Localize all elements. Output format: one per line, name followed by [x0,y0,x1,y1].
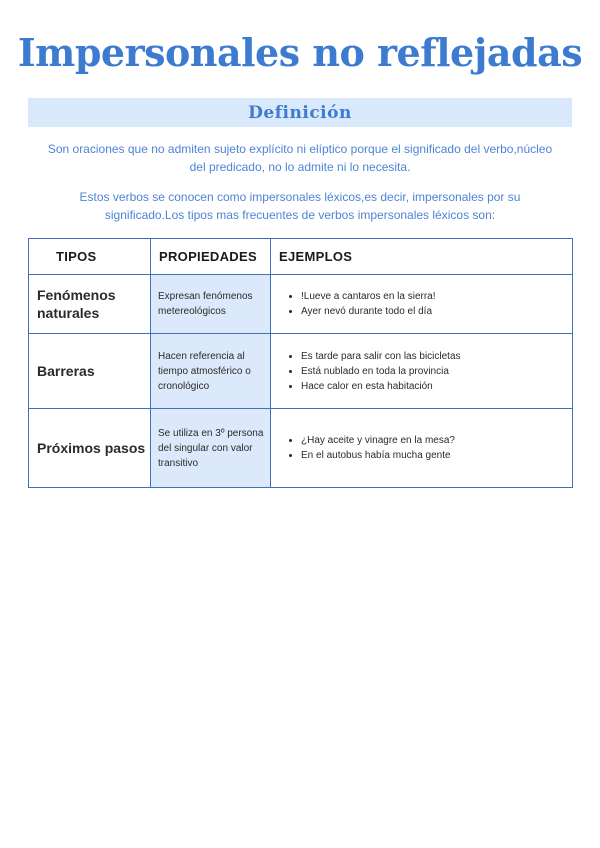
ejemplos-cell [271,275,573,334]
propiedades-cell: Se utiliza en 3º persona del singular con valor transitivo [151,409,271,488]
tipo-cell: Barreras [29,334,151,409]
list-item: • Ayer nevó durante todo el día [301,304,572,319]
list-item: • Hace calor en esta habitación [301,379,572,394]
section-heading: Definición [28,98,572,127]
ejemplos-list [285,349,572,394]
propiedades-cell: Expresan fenómenos metereológicos [151,275,271,334]
propiedades-cell: Hacen referencia al tiempo atmosférico o cronológico [151,334,271,409]
page-title: Impersonales no reflejadas [17,30,583,75]
header-tipos: TIPOS [29,239,151,275]
list-item: • En el autobus había mucha gente [301,448,572,463]
ejemplos-list [285,433,572,463]
ejemplos-cell [271,334,573,409]
list-item: • !Lueve a cantaros en la sierra! [301,289,572,304]
header-ejemplos: EJEMPLOS [271,239,573,275]
table-row [29,275,573,334]
definition-paragraph: Son oraciones que no admiten sujeto explícito ni elíptico porque el significado del verbo,núcleo del predicado, no lo admite ni lo necesita. [47,142,553,174]
intro-paragraph: Estos verbos se conocen como impersonales léxicos,es decir, impersonales por su significado.Los tipos mas frecuentes de verbos impersonales léxicos son: [79,190,521,222]
ejemplos-list [285,289,572,319]
ejemplos-cell [271,409,573,488]
table-header-row [29,239,573,275]
tipo-cell: Próximos pasos [29,409,151,488]
list-item: • Es tarde para salir con las bicicletas [301,349,572,364]
table-row [29,334,573,409]
verb-types-table [28,238,573,488]
list-item: • Está nublado en toda la provincia [301,364,572,379]
list-item: • ¿Hay aceite y vinagre en la mesa? [301,433,572,448]
header-propiedades: PROPIEDADES [151,239,271,275]
table-row [29,409,573,488]
tipo-cell: Fenómenos naturales [29,275,151,334]
